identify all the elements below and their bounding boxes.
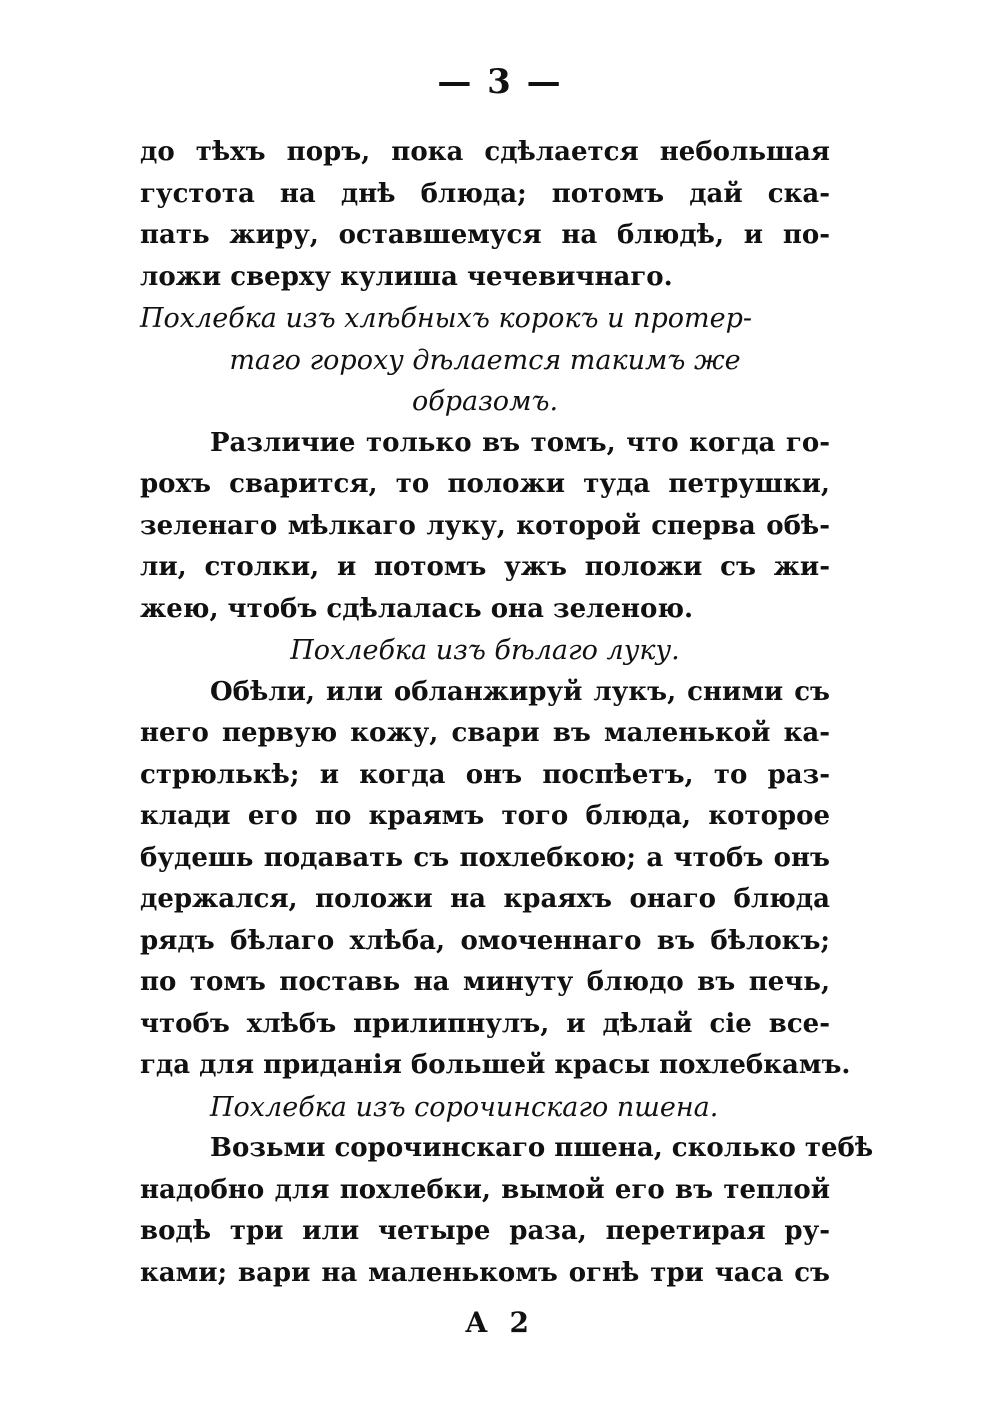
text-line: рохъ сварится, то положи туда петрушки,: [140, 469, 830, 499]
text-line: держался, положи на краяхъ онаго блюда: [140, 884, 830, 914]
section-heading: образомъ.: [411, 386, 559, 417]
text-line: чтобъ хлѣбъ прилипнулъ, и дѣлай сіе все-: [140, 1008, 830, 1039]
text-body: [140, 132, 874, 1294]
text-line: пать жиру, оставшемуся на блюдѣ, и по-: [140, 220, 830, 250]
text-line: Обѣли, или обланжируй лукъ, сними съ: [210, 676, 830, 707]
section-heading: таго гороху дѣлается такимъ же: [229, 344, 741, 376]
text-line: надобно для похлебки, вымой его въ теплой: [140, 1174, 830, 1205]
text-line: будешь подавать съ похлебкою; а чтобъ онъ: [140, 842, 830, 873]
text-line: густота на днѣ блюда; потомъ дай ска-: [140, 178, 830, 209]
text-line: стрюлькѣ; и когда онъ поспѣетъ, то раз-: [140, 759, 830, 790]
section-heading: Похлебка изъ сорочинскаго пшена.: [210, 1091, 719, 1123]
text-line: водѣ три или четыре раза, перетирая ру-: [140, 1216, 830, 1246]
text-line: до тѣхъ поръ, пока сдѣлается небольшая: [140, 137, 830, 167]
text-line: гда для приданія большей красы похлебкамъ.: [140, 1050, 851, 1080]
text-line: по томъ поставь на минуту блюдо въ печь,: [140, 967, 830, 997]
text-line: клади его по краямъ того блюда, которое: [140, 801, 830, 831]
section-heading: Похлебка изъ бѣлаго луку.: [290, 635, 680, 666]
text-line: рядъ бѣлаго хлѣба, омоченнаго въ бѣлокъ;: [140, 925, 830, 956]
text-line: Возьми сорочинскаго пшена, сколько тебѣ: [210, 1133, 874, 1163]
text-line: ли, столки, и потомъ ужъ положи съ жи-: [140, 552, 830, 582]
text-line: ложи сверху кулиша чечевичнаго.: [140, 261, 673, 292]
section-heading: Похлебка изъ хлѣбныхъ корокъ и протер-: [140, 303, 752, 334]
text-line: Различие только въ томъ, что когда го-: [210, 427, 830, 458]
text-line: него первую кожу, свари въ маленькой ка-: [140, 718, 830, 748]
signature-mark: А 2: [464, 1306, 536, 1339]
page-number: — 3 —: [437, 62, 563, 102]
text-line: зеленаго мѣлкаго луку, которой сперва обѣ-: [140, 510, 830, 541]
text-line: ками; вари на маленькомъ огнѣ три часа съ: [140, 1257, 830, 1288]
text-line: жею, чтобъ сдѣлалась она зеленою.: [140, 593, 694, 624]
